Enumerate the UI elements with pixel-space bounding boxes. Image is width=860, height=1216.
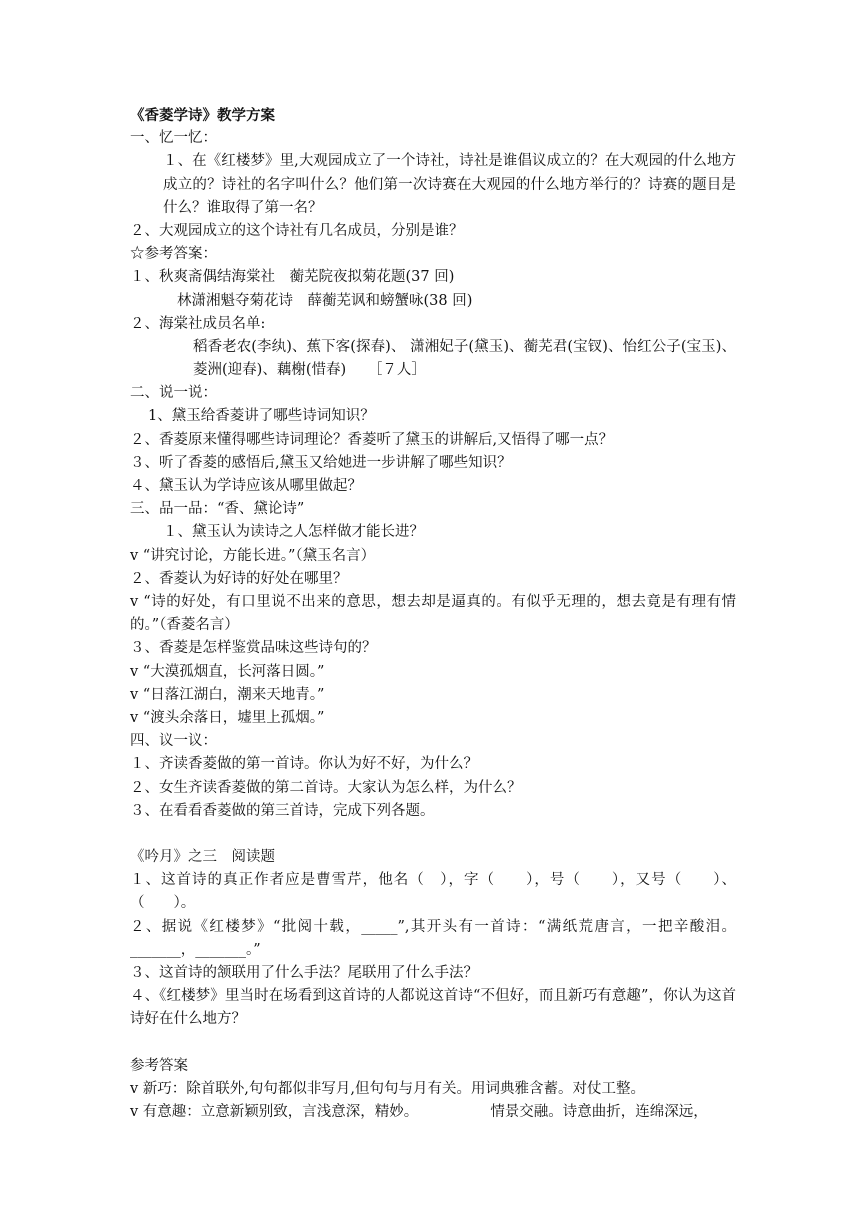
s1-question-2: ２、大观园成立的这个诗社有几名成员，分别是谁？ [130,222,464,239]
s1-answer-1a: １、秋爽斋偶结海棠社 蘅芜院夜拟菊花题(37 回) [130,269,455,286]
s2-question-1: 1、黛玉给香菱讲了哪些诗词知识？ [148,408,375,425]
section-3-heading: 三、品一品：“香、黛论诗” [130,501,305,518]
reading-question-3: ３、这首诗的颔联用了什么手法？尾联用了什么手法？ [130,965,478,982]
s2-question-2: ２、香菱原来懂得哪些诗词理论？香菱听了黛玉的讲解后,又悟得了哪一点？ [130,431,614,448]
s4-question-3: ３、在看看香菱做的第三首诗，完成下列各题。 [130,802,435,819]
s2-question-3: ３、听了香菱的感悟后,黛玉又给她进一步讲解了哪些知识？ [130,454,512,471]
section-1-heading: 一、忆一忆： [130,130,217,147]
s1-question-1: １、在《红楼梦》里,大观园成立了一个诗社，诗社是谁倡议成立的？在大观园的什么地方成立的？诗社的名字叫什么？他们第一次诗赛在大观园的什么地方举行的？诗赛的题目是什么？谁取得了第一名？ [163,153,736,216]
s3-question-2: ２、香菱认为好诗的好处在哪里？ [130,570,348,587]
s4-question-2: ２、女生齐读香菱做的第二首诗。大家认为怎么样，为什么？ [130,779,522,796]
answer-line-2-part-a: v 有意趣：立意新颖别致，言浅意深，精妙。 [130,1104,419,1121]
s1-member-list: 稻香老农(李纨)、蕉下客(探春)、 潇湘妃子(黛玉)、蘅芜君(宝钗)、怡红公子(宝玉)、菱洲(迎春)、藕榭(惜春) ［７人］ [193,338,736,379]
document-body [130,104,736,1124]
section-2-heading: 二、说一说： [130,385,217,402]
s3-answer-3-line-1: v “大漠孤烟直，长河落日圆。” [130,663,325,680]
s1-answer-1b: 林潇湘魁夺菊花诗 薛蘅芜讽和螃蟹咏(38 回) [177,292,473,309]
s1-reference-heading: ☆参考答案： [130,246,217,263]
s3-answer-3-line-3: v “渡头余落日，墟里上孤烟。” [130,709,325,726]
s3-answer-3-line-2: v “日落江湖白，潮来天地青。” [130,686,325,703]
s3-answer-2: v “诗的好处，有口里说不出来的意思，想去却是逼真的。有似乎无理的，想去竟是有理有情的。”（香菱名言） [130,593,736,634]
s3-answer-1: v “讲究讨论，方能长进。”（黛玉名言） [130,547,376,564]
answer-line-2 [130,1101,736,1124]
answer-line-1: v 新巧：除首联外,句句都似非写月,但句句与月有关。用词典雅含蓄。对仗工整。 [130,1080,646,1097]
blank-line [130,823,736,846]
reading-question-4: ４、《红楼梦》里当时在场看到这首诗的人都说这首诗“不但好，而且新巧有意趣”，你认为这首诗好在什么地方？ [130,988,736,1028]
reading-title: 《吟月》之三 阅读题 [130,849,275,866]
answer-line-2-part-b: 情景交融。诗意曲折，连绵深远， [490,1104,708,1121]
s2-question-4: ４、黛玉认为学诗应该从哪里做起？ [130,478,362,495]
s4-question-1: １、齐读香菱做的第一首诗。你认为好不好，为什么？ [130,756,478,773]
s1-answer-2: ２、海棠社成员名单: [130,315,266,332]
answers-heading: 参考答案 [130,1057,188,1074]
reading-question-2: ２、据说《红楼梦》“批阅十载，_____”,其开头有一首诗：“满纸荒唐言，一把辛酸泪。_______，_______。” [130,918,736,958]
s3-question-1: １、黛玉认为读诗之人怎样做才能长进？ [163,524,424,541]
doc-title: 《香菱学诗》教学方案 [130,107,275,124]
s3-question-3: ３、香菱是怎样鉴赏品味这些诗句的？ [130,640,377,657]
reading-question-1: １、这首诗的真正作者应是曹雪芹，他名（ ），字（ ），号（ ），又号（ ）、（ ）。 [130,872,736,912]
blank-line [130,1032,736,1055]
section-4-heading: 四、议一议： [130,733,217,750]
